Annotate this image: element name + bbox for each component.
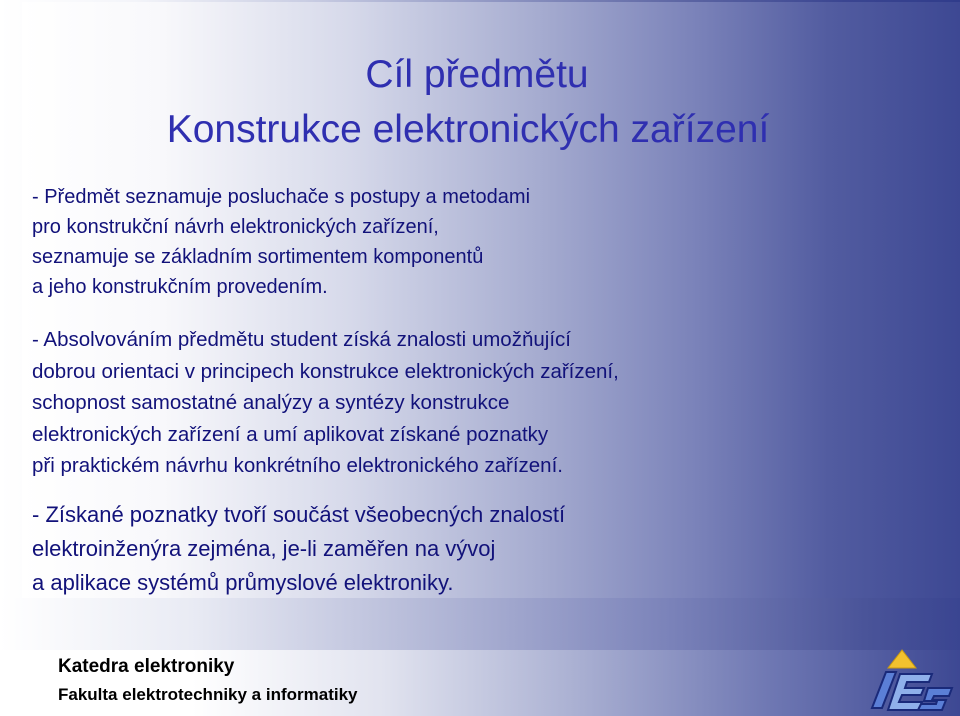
slide-title: Cíl předmětu bbox=[365, 53, 589, 96]
paragraph-line: při praktickém návrhu konkrétního elektronického zařízení. bbox=[32, 454, 563, 477]
divider-band bbox=[0, 598, 960, 650]
paragraph-course-content bbox=[32, 182, 530, 302]
logo-mark bbox=[872, 672, 952, 710]
paragraph-line: - Získané poznatky tvoří součást všeobecných znalostí bbox=[32, 502, 566, 527]
logo-triangle bbox=[888, 650, 916, 668]
paragraph-knowledge bbox=[32, 498, 565, 600]
paragraph-line: schopnost samostatné analýzy a syntézy konstrukce bbox=[32, 391, 510, 414]
footer-department: Katedra elektroniky bbox=[58, 656, 235, 677]
paragraph-outcomes bbox=[32, 324, 619, 482]
paragraph-line: pro konstrukční návrh elektronických zařízení, bbox=[32, 216, 439, 238]
paragraph-line: a aplikace systémů průmyslové elektroniky. bbox=[32, 570, 454, 595]
paragraph-line: seznamuje se základním sortimentem komponentů bbox=[32, 246, 484, 268]
footer-faculty: Fakulta elektrotechniky a informatiky bbox=[58, 685, 358, 704]
paragraph-line: a jeho konstrukčním provedením. bbox=[32, 276, 328, 298]
department-logo-icon bbox=[852, 648, 956, 714]
paragraph-line: dobrou orientaci v principech konstrukce elektronických zařízení, bbox=[32, 359, 619, 383]
paragraph-line: elektronických zařízení a umí aplikovat získané poznatky bbox=[32, 422, 549, 446]
paragraph-line: - Předmět seznamuje posluchače s postupy a metodami bbox=[32, 186, 531, 208]
paragraph-line: - Absolvováním předmětu student získá znalosti umožňující bbox=[32, 328, 571, 351]
paragraph-line: elektroinženýra zejména, je-li zaměřen na vývoj bbox=[32, 536, 496, 561]
slide-subtitle: Konstrukce elektronických zařízení bbox=[166, 108, 770, 151]
